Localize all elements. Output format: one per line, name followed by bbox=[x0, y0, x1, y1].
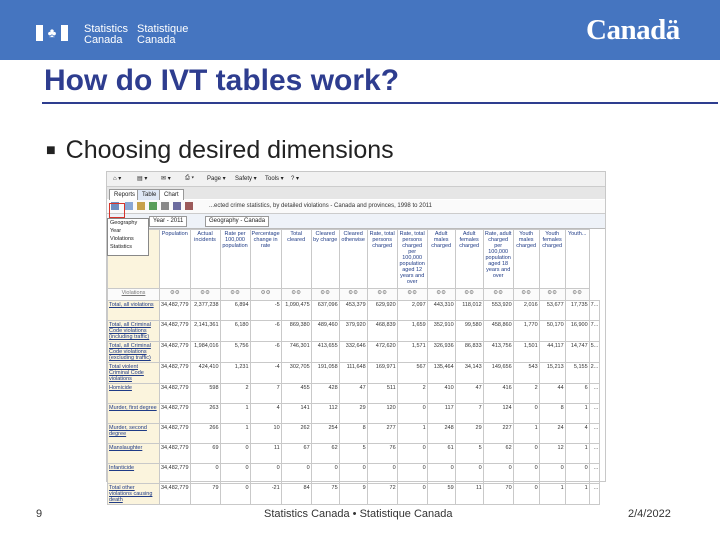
table-cell: 379,920 bbox=[339, 321, 367, 342]
print-table-icon[interactable] bbox=[185, 202, 193, 210]
table-cell: 5 bbox=[455, 444, 483, 464]
table-cell: 277 bbox=[367, 424, 397, 444]
table-cell: 227 bbox=[483, 424, 513, 444]
table-cell: -21 bbox=[250, 484, 281, 505]
table-cell: 61 bbox=[427, 444, 455, 464]
table-cell: 50,170 bbox=[539, 321, 565, 342]
table-cell: 34,482,779 bbox=[160, 363, 191, 384]
column-header[interactable]: Youth... bbox=[565, 230, 589, 289]
table-cell: 1,984,016 bbox=[190, 342, 220, 363]
column-header[interactable]: Rate per 100,000 population bbox=[220, 230, 250, 289]
table-cell: 869,380 bbox=[281, 321, 311, 342]
filter-bar bbox=[107, 214, 605, 229]
table-cell: 0 bbox=[220, 464, 250, 484]
column-controls[interactable]: ⚙⚙ bbox=[281, 289, 311, 301]
column-controls[interactable]: ⚙⚙ bbox=[397, 289, 427, 301]
table-cell: 263 bbox=[190, 404, 220, 424]
table-row bbox=[108, 404, 600, 424]
year-filter[interactable]: Year - 2011 bbox=[149, 216, 187, 227]
table-cell: 1 bbox=[565, 404, 589, 424]
table-cell: 16,900 bbox=[565, 321, 589, 342]
table-cell: 413,655 bbox=[311, 342, 339, 363]
table-cell: 2 bbox=[397, 384, 427, 404]
table-cell: 0 bbox=[190, 464, 220, 484]
table-cell: ... bbox=[589, 464, 600, 484]
brand-fr: Statistique Canada bbox=[137, 23, 189, 46]
table-cell: 0 bbox=[367, 464, 397, 484]
table-cell: 455 bbox=[281, 384, 311, 404]
bullet-item bbox=[46, 136, 394, 165]
table-cell: 24 bbox=[539, 424, 565, 444]
table-cell: 1,090,475 bbox=[281, 301, 311, 321]
table-cell: 34,482,779 bbox=[160, 444, 191, 464]
table-cell: 0 bbox=[455, 464, 483, 484]
table-cell: 453,379 bbox=[339, 301, 367, 321]
table-cell: 1,770 bbox=[513, 321, 539, 342]
column-controls[interactable]: ⚙⚙ bbox=[160, 289, 191, 301]
table-cell: 10 bbox=[250, 424, 281, 444]
table-cell: 11 bbox=[455, 484, 483, 505]
row-label[interactable]: Homicide bbox=[108, 384, 160, 404]
table-cell: 34,482,779 bbox=[160, 464, 191, 484]
table-cell: 332,646 bbox=[339, 342, 367, 363]
table-cell: 124 bbox=[483, 404, 513, 424]
table-cell: 1,231 bbox=[220, 363, 250, 384]
table-cell: 34,482,779 bbox=[160, 424, 191, 444]
table-cell: 0 bbox=[281, 464, 311, 484]
violations-header[interactable]: Violations bbox=[108, 289, 160, 301]
slide-title: How do IVT tables work? bbox=[44, 64, 400, 97]
column-header[interactable]: Actual incidents bbox=[190, 230, 220, 289]
table-cell: -5 bbox=[250, 301, 281, 321]
feeds-icon[interactable]: ▤ ▾ bbox=[137, 176, 148, 182]
table-cell: 44 bbox=[539, 384, 565, 404]
table-cell: 72 bbox=[367, 484, 397, 505]
table-cell: 47 bbox=[339, 384, 367, 404]
table-cell: 262 bbox=[281, 424, 311, 444]
table-cell: 1,659 bbox=[397, 321, 427, 342]
column-header[interactable]: Percentage change in rate bbox=[250, 230, 281, 289]
table-cell: 0 bbox=[220, 444, 250, 464]
table-cell: 111,648 bbox=[339, 363, 367, 384]
bullet-square-icon: ■ bbox=[46, 142, 56, 159]
row-label[interactable]: Infanticide bbox=[108, 464, 160, 484]
table-cell: 67 bbox=[281, 444, 311, 464]
table-cell: 326,936 bbox=[427, 342, 455, 363]
table-cell: 472,620 bbox=[367, 342, 397, 363]
table-cell: 2,016 bbox=[513, 301, 539, 321]
table-cell: ... bbox=[589, 424, 600, 444]
ivt-table-screenshot bbox=[106, 171, 606, 503]
table-cell: 553,920 bbox=[483, 301, 513, 321]
table-cell: 99,580 bbox=[455, 321, 483, 342]
table-cell: 1,571 bbox=[397, 342, 427, 363]
table-cell: 76 bbox=[367, 444, 397, 464]
table-cell: 17,735 bbox=[565, 301, 589, 321]
table-cell: 84 bbox=[281, 484, 311, 505]
help-icon[interactable]: ? ▾ bbox=[291, 176, 300, 182]
table-cell: 0 bbox=[565, 464, 589, 484]
table-cell: 70 bbox=[483, 484, 513, 505]
tab-table[interactable]: Table bbox=[137, 189, 161, 200]
table-cell: 62 bbox=[311, 444, 339, 464]
table-cell: 0 bbox=[539, 464, 565, 484]
tab-chart[interactable]: Chart bbox=[159, 189, 184, 200]
table-cell: 47 bbox=[455, 384, 483, 404]
row-label[interactable]: Murder, first degree bbox=[108, 404, 160, 424]
table-cell: 0 bbox=[513, 404, 539, 424]
column-controls[interactable]: ⚙⚙ bbox=[311, 289, 339, 301]
table-cell: 468,839 bbox=[367, 321, 397, 342]
table-cell: 0 bbox=[339, 464, 367, 484]
table-cell: 254 bbox=[311, 424, 339, 444]
table-cell: 7... bbox=[589, 321, 600, 342]
tab-reports[interactable]: Reports bbox=[109, 189, 140, 200]
table-cell: ... bbox=[589, 404, 600, 424]
table-cell: 511 bbox=[367, 384, 397, 404]
table-cell: 2,377,238 bbox=[190, 301, 220, 321]
table-cell: 34,482,779 bbox=[160, 342, 191, 363]
table-cell: 0 bbox=[427, 464, 455, 484]
table-cell: 424,410 bbox=[190, 363, 220, 384]
table-cell: 7 bbox=[250, 384, 281, 404]
table-row bbox=[108, 444, 600, 464]
table-cell: 567 bbox=[397, 363, 427, 384]
table-cell: 15,213 bbox=[539, 363, 565, 384]
table-cell: 6,894 bbox=[220, 301, 250, 321]
column-header[interactable]: Total cleared bbox=[281, 230, 311, 289]
bullet-text: Choosing desired dimensions bbox=[65, 136, 394, 164]
table-cell: 7 bbox=[455, 404, 483, 424]
table-cell: 9 bbox=[339, 484, 367, 505]
row-label[interactable]: Total, all violations bbox=[108, 301, 160, 321]
column-header[interactable]: Rate, total persons charged bbox=[367, 230, 397, 289]
column-header[interactable]: Adult females charged bbox=[455, 230, 483, 289]
table-cell: 191,058 bbox=[311, 363, 339, 384]
table-cell: 0 bbox=[397, 464, 427, 484]
table-cell: 44,117 bbox=[539, 342, 565, 363]
table-row bbox=[108, 301, 600, 321]
menu-tools[interactable]: Tools ▾ bbox=[265, 176, 284, 182]
table-cell: 117 bbox=[427, 404, 455, 424]
table-cell: 0 bbox=[250, 464, 281, 484]
table-row bbox=[108, 464, 600, 484]
table-cell: 637,096 bbox=[311, 301, 339, 321]
table-cell: 266 bbox=[190, 424, 220, 444]
table-cell: 0 bbox=[220, 484, 250, 505]
rows-icon[interactable] bbox=[125, 202, 133, 210]
view-tabs bbox=[107, 187, 605, 199]
table-row bbox=[108, 384, 600, 404]
table-cell: 1 bbox=[539, 484, 565, 505]
column-header[interactable]: Cleared by charge bbox=[311, 230, 339, 289]
row-label[interactable]: Manslaughter bbox=[108, 444, 160, 464]
page-number: 9 bbox=[36, 508, 43, 520]
table-cell: 5,155 bbox=[565, 363, 589, 384]
table-cell: 120 bbox=[367, 404, 397, 424]
table-cell: 79 bbox=[190, 484, 220, 505]
table-cell: 489,460 bbox=[311, 321, 339, 342]
table-cell: -6 bbox=[250, 342, 281, 363]
column-controls[interactable]: ⚙⚙ bbox=[367, 289, 397, 301]
column-controls[interactable]: ⚙⚙ bbox=[483, 289, 513, 301]
print-icon[interactable]: ⎙ ▾ bbox=[185, 175, 194, 181]
table-cell: 1 bbox=[220, 424, 250, 444]
table-cell: 2,097 bbox=[397, 301, 427, 321]
table-cell: 29 bbox=[455, 424, 483, 444]
table-cell: 0 bbox=[513, 464, 539, 484]
column-header[interactable]: Rate, adult charged per 100,000 population aged 18 years and over bbox=[483, 230, 513, 289]
table-cell: 86,833 bbox=[455, 342, 483, 363]
table-cell: 4 bbox=[565, 424, 589, 444]
table-cell: 543 bbox=[513, 363, 539, 384]
table-cell: ... bbox=[589, 384, 600, 404]
column-header[interactable]: Youth males charged bbox=[513, 230, 539, 289]
menu-page[interactable]: Page ▾ bbox=[207, 176, 226, 182]
row-label[interactable]: Murder, second degree bbox=[108, 424, 160, 444]
table-cell: 1,501 bbox=[513, 342, 539, 363]
table-row bbox=[108, 363, 600, 384]
data-table bbox=[107, 229, 600, 505]
browser-toolbar bbox=[107, 172, 605, 187]
table-toolbar bbox=[107, 200, 605, 214]
table-cell: 112 bbox=[311, 404, 339, 424]
table-cell: 1 bbox=[565, 444, 589, 464]
table-cell: 59 bbox=[427, 484, 455, 505]
table-cell: 69 bbox=[190, 444, 220, 464]
title-divider bbox=[42, 102, 718, 104]
table-cell: -4 bbox=[250, 363, 281, 384]
sort-icon[interactable] bbox=[137, 202, 145, 210]
column-header[interactable]: Cleared otherwise bbox=[339, 230, 367, 289]
table-row bbox=[108, 342, 600, 363]
column-header[interactable]: Rate, total persons charged per 100,000 population aged 12 years and over bbox=[397, 230, 427, 289]
brand-en: Statistics Canada bbox=[84, 23, 129, 46]
table-row bbox=[108, 484, 600, 505]
column-controls[interactable]: ⚙⚙ bbox=[339, 289, 367, 301]
column-controls[interactable]: ⚙⚙ bbox=[427, 289, 455, 301]
table-cell: 2 bbox=[220, 384, 250, 404]
table-cell: 0 bbox=[311, 464, 339, 484]
table-cell: 2... bbox=[589, 363, 600, 384]
table-cell: 1 bbox=[513, 424, 539, 444]
table-cell: 1 bbox=[565, 484, 589, 505]
column-controls[interactable]: ⚙⚙ bbox=[539, 289, 565, 301]
mail-icon[interactable]: ✉ ▾ bbox=[161, 176, 171, 182]
table-cell: 458,860 bbox=[483, 321, 513, 342]
geography-filter[interactable]: Geography - Canada bbox=[205, 216, 269, 227]
table-cell: 629,920 bbox=[367, 301, 397, 321]
row-label[interactable]: Total, all Criminal Code violations (excluding traffic) bbox=[108, 342, 160, 363]
table-cell: 0 bbox=[397, 404, 427, 424]
table-cell: 11 bbox=[250, 444, 281, 464]
column-controls[interactable]: ⚙⚙ bbox=[565, 289, 589, 301]
table-cell: 34,482,779 bbox=[160, 321, 191, 342]
table-row bbox=[108, 424, 600, 444]
column-controls[interactable]: ⚙⚙ bbox=[513, 289, 539, 301]
filter-icon[interactable] bbox=[149, 202, 157, 210]
menu-safety[interactable]: Safety ▾ bbox=[235, 176, 257, 182]
table-cell: 413,756 bbox=[483, 342, 513, 363]
table-cell: 4 bbox=[250, 404, 281, 424]
column-controls[interactable]: ⚙⚙ bbox=[220, 289, 250, 301]
table-cell: 169,971 bbox=[367, 363, 397, 384]
table-cell: 0 bbox=[483, 464, 513, 484]
home-icon[interactable]: ⌂ ▾ bbox=[113, 176, 122, 182]
canada-wordmark: Canadä bbox=[586, 14, 680, 46]
table-cell: 75 bbox=[311, 484, 339, 505]
dimension-violations[interactable]: Violations bbox=[110, 236, 134, 242]
dimension-menu bbox=[107, 218, 149, 256]
table-cell: 248 bbox=[427, 424, 455, 444]
table-cell: ... bbox=[589, 444, 600, 464]
table-cell: 34,482,779 bbox=[160, 484, 191, 505]
table-cell: 135,464 bbox=[427, 363, 455, 384]
table-cell: 410 bbox=[427, 384, 455, 404]
table-cell: 746,301 bbox=[281, 342, 311, 363]
row-label[interactable]: Total violent Criminal Code violations bbox=[108, 363, 160, 384]
table-cell: 34,143 bbox=[455, 363, 483, 384]
table-cell: 8 bbox=[339, 424, 367, 444]
table-cell: 29 bbox=[339, 404, 367, 424]
row-label[interactable]: Total other violations causing death bbox=[108, 484, 160, 505]
table-cell: 5 bbox=[339, 444, 367, 464]
column-header[interactable]: Youth females charged bbox=[539, 230, 565, 289]
table-cell: 428 bbox=[311, 384, 339, 404]
table-cell: 5... bbox=[589, 342, 600, 363]
table-cell: 5,756 bbox=[220, 342, 250, 363]
table-cell: 0 bbox=[397, 484, 427, 505]
table-cell: 443,310 bbox=[427, 301, 455, 321]
table-cell: 34,482,779 bbox=[160, 404, 191, 424]
footer-date: 2/4/2022 bbox=[628, 508, 671, 520]
column-controls[interactable]: ⚙⚙ bbox=[190, 289, 220, 301]
table-cell: 302,705 bbox=[281, 363, 311, 384]
table-cell: 0 bbox=[397, 444, 427, 464]
column-header[interactable]: Adult males charged bbox=[427, 230, 455, 289]
row-label[interactable]: Total, all Criminal Code violations (including traffic) bbox=[108, 321, 160, 342]
column-controls[interactable]: ⚙⚙ bbox=[250, 289, 281, 301]
table-cell: 6 bbox=[565, 384, 589, 404]
table-cell: 352,910 bbox=[427, 321, 455, 342]
column-header[interactable]: Population bbox=[160, 230, 191, 289]
table-cell: 7... bbox=[589, 301, 600, 321]
canada-flag-icon: ♣ bbox=[36, 25, 68, 41]
column-controls[interactable]: ⚙⚙ bbox=[455, 289, 483, 301]
highlight-box bbox=[109, 203, 125, 218]
dimension-geography[interactable]: Geography bbox=[110, 220, 138, 226]
download-icon[interactable] bbox=[173, 202, 181, 210]
table-title: ...ected crime statistics, by detailed violations - Canada and provinces, 1998 to 2011 bbox=[209, 203, 433, 209]
settings-icon[interactable] bbox=[161, 202, 169, 210]
dimension-year[interactable]: Year bbox=[110, 228, 122, 234]
table-cell: 2,141,361 bbox=[190, 321, 220, 342]
dimension-statistics[interactable]: Statistics bbox=[110, 244, 133, 250]
table-cell: 6,180 bbox=[220, 321, 250, 342]
table-cell: 12 bbox=[539, 444, 565, 464]
table-cell: 34,482,779 bbox=[160, 301, 191, 321]
table-cell: 149,656 bbox=[483, 363, 513, 384]
table-cell: 34,482,779 bbox=[160, 384, 191, 404]
table-cell: 2 bbox=[513, 384, 539, 404]
table-cell: 0 bbox=[513, 444, 539, 464]
table-cell: 598 bbox=[190, 384, 220, 404]
footer-center: Statistics Canada • Statistique Canada bbox=[264, 508, 453, 520]
table-row bbox=[108, 321, 600, 342]
table-cell: 53,677 bbox=[539, 301, 565, 321]
fip-header-bar bbox=[0, 0, 720, 60]
table-cell: 1 bbox=[220, 404, 250, 424]
table-cell: 0 bbox=[513, 484, 539, 505]
table-cell: 8 bbox=[539, 404, 565, 424]
table-cell: 14,747 bbox=[565, 342, 589, 363]
table-cell: 1 bbox=[397, 424, 427, 444]
table-cell: 62 bbox=[483, 444, 513, 464]
table-cell: 141 bbox=[281, 404, 311, 424]
table-cell: ... bbox=[589, 484, 600, 505]
table-cell: 118,012 bbox=[455, 301, 483, 321]
table-cell: -6 bbox=[250, 321, 281, 342]
table-cell: 416 bbox=[483, 384, 513, 404]
